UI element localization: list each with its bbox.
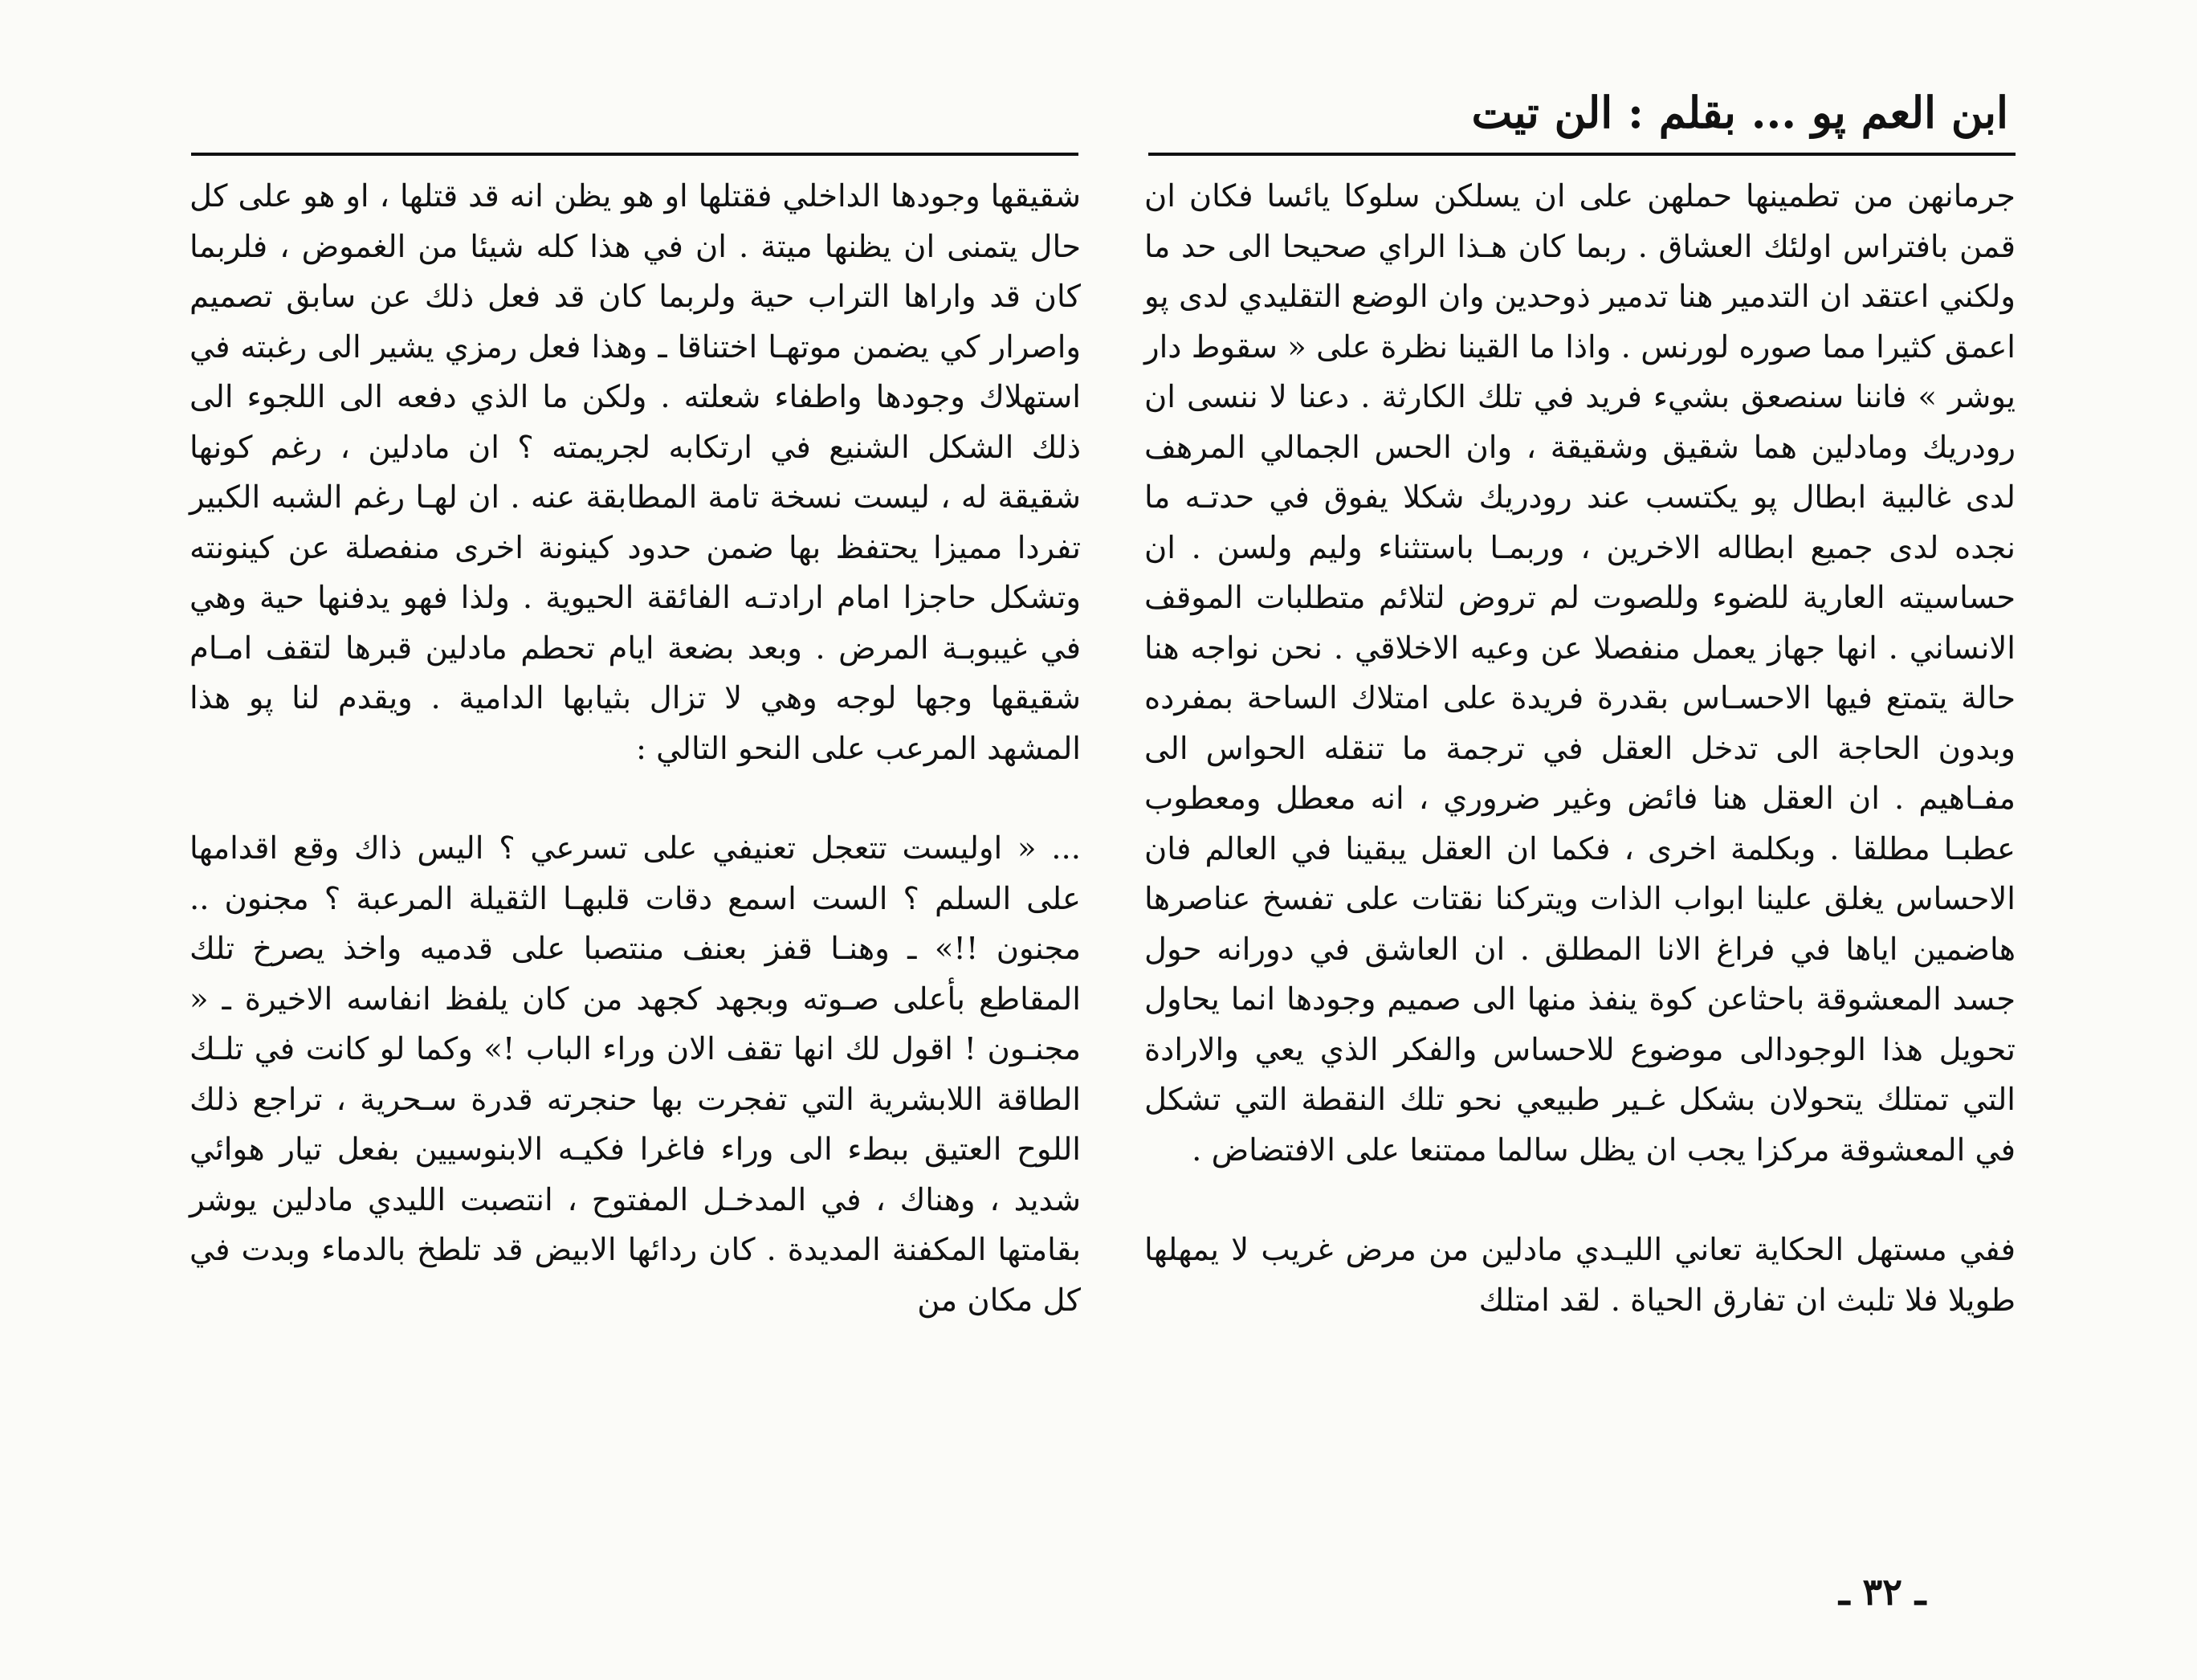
paragraph: جرمانهن من تطمينها حملهن على ان يسلكن سلوكا يائسا فكان ان قمن بافتراس اولئك العشاق . ربما كان هـذا الراي صحيحا الى حد ما ولكني اعتقد ان التدمير هنا تدمير ذوحدين وان الوضع التقليدي لدى پو اعمق كثيرا مما صوره لورنس . واذا ما القينا نظرة على « سقوط دار يوشر » فاننا سنصعق بشيء فريد في تلك الكارثة . دعنا لا ننسى ان رودريك ومادلين هما شقيق وشقيقة ، وان الحس الجمالي المرهف لدى غالبية ابطال پو يكتسب عند رودريك شكلا يفوق في حدتـه ما نجده لدى جميع ابطاله الاخرين ، وربمـا باستثناء وليم ولسن . ان حساسيته العارية للضوء وللصوت لم تروض لتلائم متطلبات الموقف الانساني . انها جهاز يعمل منفصلا عن وعيه الاخلاقي . نحن نواجه هنا حالة يتمتع فيها الاحسـاس بقدرة فريدة على امتلاك الساحة بمفرده وبدون الحاجة الى تدخل العقل في ترجمة ما تنقله الحواس الى مفـاهيم . ان العقل هنا فائض وغير ضروري ، انه معطل ومعطوب عطبـا مطلقا . وبكلمة اخرى ، فكما ان العقل يبقينا في العالم فان الاحساس يغلق علينا ابواب الذات ويتركنا نقتات على تفسخ عناصرها هاضمين اياها في فراغ الانا المطلق . ان العاشق في دورانه حول جسد المعشوقة باحثاعن كوة ينفذ منها الى صميم وجودها انما يحاول تحويل هذا الوجودالى موضوع للاحساس والفكر الذي يعي والارادة التي تمتلك يتحولان بشكل غـير طبيعي نحو تلك النقطة التي تشكل في المعشوقة مركزا يجب ان يظل سالما ممتنعا على الافتضاض . — [1144, 178, 2016, 1168]
right-column — [1144, 172, 2016, 1326]
paragraph: شقيقها وجودها الداخلي فقتلها او هو يظن انه قد قتلها ، او هو على كل حال يتمنى ان يظنها ميتة . ان في هذا كله شيئا من الغموض ، فلربما كان قد واراها التراب حية ولربما كان قد فعل ذلك عن سابق تصميم واصرار كي يضمن موتهـا اختناقا ـ وهذا فعل رمزي يشير الى رغبته في استهلاك وجودها واطفاء شعلته . ولكن ما الذي دفعه الى اللجوء الى ذلك الشكل الشنيع في ارتكابه لجريمته ؟ ان مادلين ، رغم كونها شقيقة له ، ليست نسخة تامة المطابقة عنه . ان لهـا رغم الشبه الكبير تفردا مميزا يحتفظ بها ضمن حدود كينونة اخرى منفصلة عن كينونته وتشكل حاجزا امام ارادتـه الفائقة الحيوية . ولذا فهو يدفنها حية وهي في غيبوبـة المرض . وبعد بضعة ايام تحطم مادلين قبرها لتقف امـام شقيقها وجها لوجه وهي لا تزال بثيابها الدامية . ويقدم لنا پو هذا المشهد المرعب على النحو التالي : — [190, 178, 1081, 767]
header-rule-right — [1148, 153, 2016, 156]
page-number: ـ ٣٢ ـ — [1839, 1570, 1926, 1613]
quoted-paragraph: ... « اوليست تتعجل تعنيفي على تسرعي ؟ اليس ذاك وقع اقدامها على السلم ؟ الست اسمع دقات قلبهـا الثقيلة المرعبة ؟ مجنون .. مجنون !!» ـ وهنـا قفز بعنف منتصبا على قدميه واخذ يصرخ تلك المقاطع بأعلى صـوته وبجهد كجهد من كان يلفظ انفاسه الاخيرة ـ « مجنـون ! اقول لك انها تقف الان وراء الباب !» وكما لو كانت في تلـك الطاقة اللابشرية التي تفجرت بها حنجرته قدرة سـحرية ، تراجع ذلك اللوح العتيق ببطء الى وراء فاغرا فكيـه الابنوسيين بفعل تيار هوائي شديد ، وهناك ، في المدخـل المفتوح ، انتصبت الليدي مادلين يوشر بقامتها المكفنة المديدة . كان ردائها الابيض قد تلطخ بالدماء وبدت في كل مكان من — [190, 830, 1081, 1319]
left-column — [190, 172, 1081, 1326]
header-rule-left — [191, 153, 1078, 156]
paragraph: ففي مستهل الحكاية تعاني الليـدي مادلين من مرض غريب لا يمهلها طويلا فلا تلبث ان تفارق الحياة . لقد امتلك — [1144, 1232, 2016, 1319]
running-header: ابن العم پو ... بقلم : الن تيت — [1471, 87, 2008, 138]
